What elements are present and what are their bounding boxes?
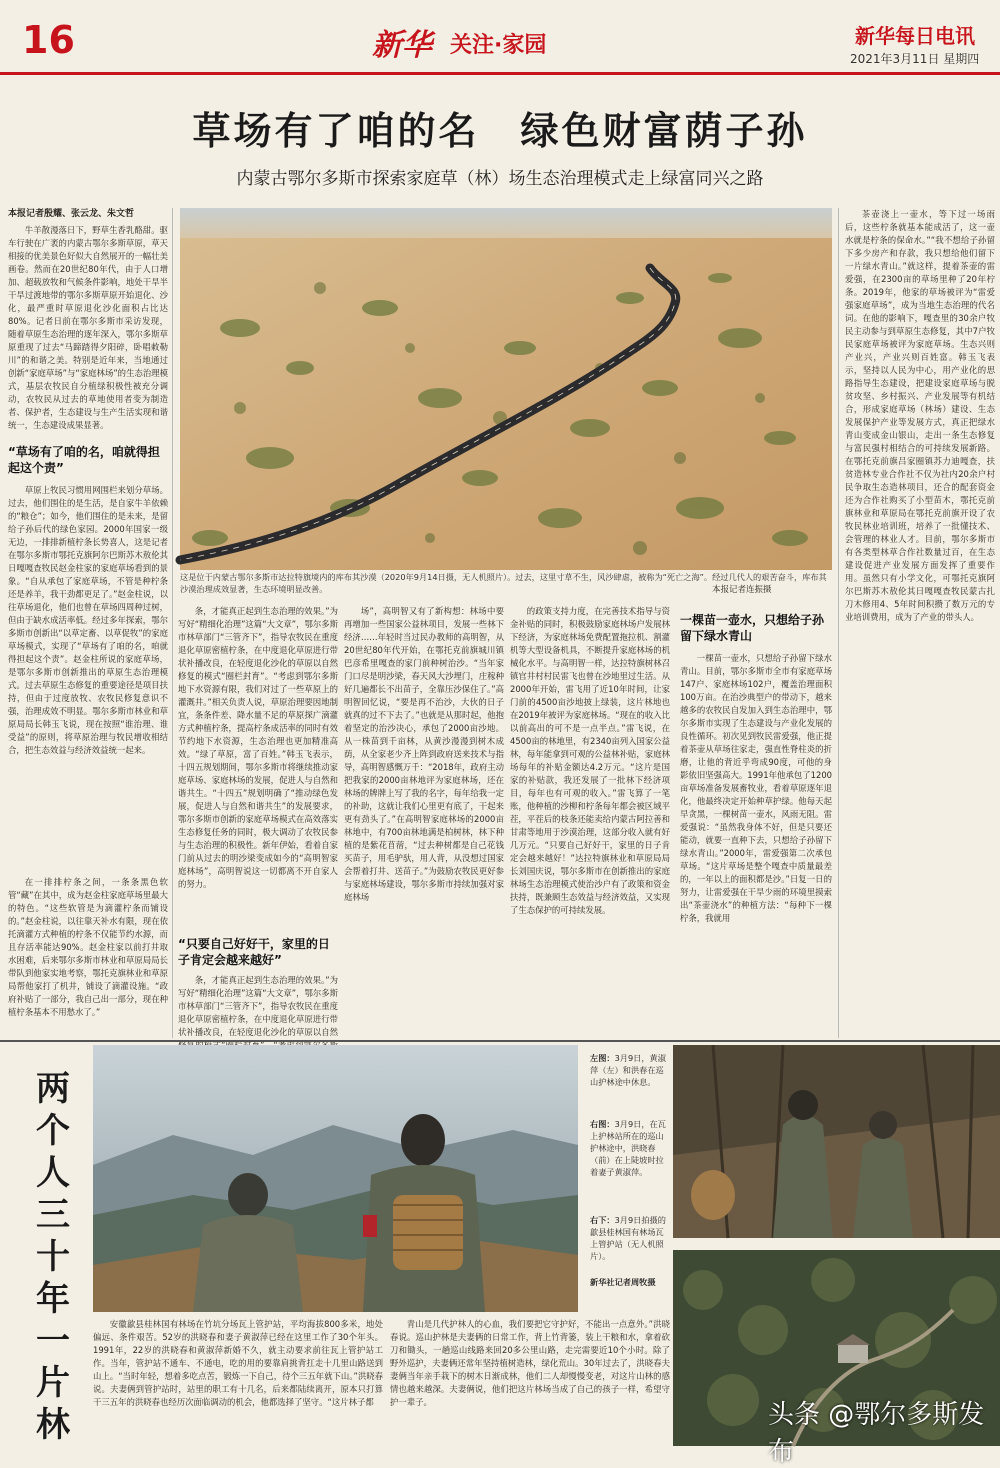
feature-title: 两个人 三十年 一片林 xyxy=(36,1069,70,1445)
caption-right-label: 右图： xyxy=(590,1119,615,1129)
forest-rangers-photo xyxy=(93,1045,578,1312)
watermark: 头条 @鄂尔多斯发布 xyxy=(768,1400,985,1467)
main-photo-caption: 这是位于内蒙古鄂尔多斯市达拉特旗境内的库布其沙漠（2020年9月14日摄，无人机照片）。过去，这里寸草不生，风沙肆虐，被称为“死亡之海”。经过几代人的艰苦奋斗，库布其沙漠治理成效显著，生态环境明显改善。 xyxy=(180,572,827,594)
masthead xyxy=(0,0,1000,82)
forest-rangers-image xyxy=(93,1045,578,1312)
desert-road-image xyxy=(180,208,832,570)
armband xyxy=(363,1215,377,1237)
article-col-1c xyxy=(8,876,168,1036)
page-number: 16 xyxy=(22,18,75,62)
paragraph: 茶壶浇上一壶水，等下过一场雨后，这些柠条就基本能成活了，这一壶水就是柠条的保命水。”“我不想给子孙留下多少房产和存款，我只想给他们留下一片绿水青山。”就这样，提着茶壶的雷爱强，在2300亩的草场里种了20年柠条。2019年，他家的草场被评为“雷爱强家庭草场”，成为当地生态治理的代名词。在他的影响下，嘎查里的30余户牧民主动参与到草原生态修复，其中7户牧民家庭草场被评为家庭草场。生态兴则产业兴，产业兴则百姓富。韩玉飞表示，坚持以人民为中心，用产业化的思路指导生态建设，把建设家庭草场与脱贫攻坚、乡村振兴、产业发展等有机结合，形成家庭草场（林场）建设、生态发展保护产业等发展方式，真正把绿水青山变成金山银山，走出一条生态修复与富民强村相结合的可持续发展新路。在鄂托克前旗吕家圈镇苏力迪嘎查，扶贫造林专业合作社不仅为社内20余户村民争取生态造林项目，还合的配套资金还为合作社购买了小型苗木，鄂托克前旗林业和草原局在鄂托克前旗开设了农牧民林业培训班，培养了一批懂技术、会管理的林业人才。目前，鄂尔多斯市有各类型林草合作社数量过百，在生态建设促进产业发展方面发挥了重要作用。虽然只有小学文化，可鄂托克旗阿尔巴斯苏木敖伦其日嘎嘎查牧民蒙古扎刀木修用4、5年时间积攒了数万元的专业培训费用，成为了产业的带头人。 xyxy=(845,209,995,622)
subheadline: 内蒙古鄂尔多斯市探索家庭草（林）场生态治理模式走上绿富同兴之路 xyxy=(236,169,764,189)
article-col-1b xyxy=(8,484,168,874)
paragraph: 条，才能真正起到生态治理的效果。”为写好“精细化治理”这篇“大文章”，鄂尔多斯市林草部门“三管齐下”，指导农牧民在重度退化草原密植柠条，在中度退化草原进行带状补播改良，在轻度退化沙化的草原以自然修复的模式“圈栏封育”。“考虑到鄂尔多斯地下水资源有限，我们对过了一些草原上的灌溉井。”相关负责人说，草原治理要因地制宜，条条件差、降水量不足的草原探广滴灌方式种植柠条，提高柠条成活率的同时有效节约地下水资源，生态治理也更加精准高效。“绿了草原，富了百姓。”韩玉飞表示，十四五规划期间，鄂尔多斯市将继续推动家庭草场、家庭林场的发展，促进人与自然和谐共生。“十四五”规划明确了“推动绿色发展，促进人与自然和谐共生”的发展要求，鄂尔多斯市创新的家庭草场模式在高效落实生态修复任务的同时，极大调动了农牧民参与生态治理的积极性。新年伊始，看着自家门前从过去的明沙梁变成如今的“高明智家庭林场”，高明智说这一切都离不开自家人的努力。 xyxy=(178,606,338,889)
station-building xyxy=(838,1345,868,1363)
article-col-2b xyxy=(178,974,338,1038)
article-col-2a xyxy=(178,605,338,935)
bamboo-basket xyxy=(393,1195,463,1270)
caption-bottom-text: 3月9日拍摄的歙县桂林国有林场瓦上管护站（无人机照片）。 xyxy=(590,1215,666,1261)
caption-left xyxy=(590,1052,670,1088)
main-photo-credit: 本报记者连振摄 xyxy=(712,585,772,595)
section-subtitle-2: “只要自己好好干，家里的日子肯定会越来越好” xyxy=(178,937,330,967)
paper-name: 新华每日电讯 xyxy=(855,24,975,48)
section-title: 关注·家园 xyxy=(450,33,547,58)
caption-left-label: 左图： xyxy=(590,1053,615,1063)
paragraph: 草原上牧民习惯用网围栏来划分草场。过去，他们围住的是生活，是自家牛羊依赖的“粮仓”；如今，他们围住的是未来，是留给子孙后代的绿色家园。2000年国家一级无边，一排排新植柠条长势喜人，这是记者在鄂尔多斯市鄂托克旗阿尔巴斯苏木敖伦其日嘎嘎查牧民赵金柱家的家庭草场看到的景象。“自从承包了家庭草场，不管是种柠条还是养羊，我干劲都更足了。”赵金柱说，以往草场退化，他们也曾在草场四周种过树，但由于缺水成活率低。经过多年探索，鄂尔多斯市创新出“以草定畜、以草促牧”的家庭草场模式，实现了“草场有了咱的名，咱就得担起这个责”。赵金柱所说的家庭草场，是鄂尔多斯市创新推出的草原生态治理模式。过去草原生态修复的重要途径是项目扶持，但由于过度放牧、农牧民修复意识不强，治理成效不明显。鄂尔多斯市林业和草原局局长韩玉飞说，现在按照“谁治理、谁受益”的原则，将草原治理与牧民增收相结合，把生态效益与经济效益统一起来。 xyxy=(8,485,168,755)
paragraph: 的政策支持力度，在完善技术指导与资金补贴的同时，积极鼓励家庭林场户发展林下经济，为家庭林场免费配置拖拉机、割灌机等大型设备机具，不断提升家庭林场的机械化水平。与高明智一样，达拉特旗树林召镇官井村村民雷飞也曾在沙地里过生活。从2000年开始，雷飞用了近10年时间，让家门前的4500亩沙地披上绿装，这片林地也在2019年被评为家庭林场。“现在的收入比以前高出的可不是一点半点。”雷飞说，在4500亩的林地里，有2340亩列入国家公益林，每年能拿到可观的公益林补贴，家庭林场每年的补贴金额达4.2万元。“这片是国家的补贴款，我还发展了一批林下经济项目，每年也有可观的收入。”雷飞算了一笔账，他种植的沙柳和柠条每年都会被区域平茬，平茬后的枝条还能卖给内蒙古阿拉善和甘肃等地用于沙漠治理，这部分收入就有好几万元。“只要自己好好干，家里的日子肯定会越来越好！”达拉特旗林业和草原局局长刘国庆说，鄂尔多斯市在创新推出的家庭林场生态治理模式使治沙户有了政策和资金扶持，既兼顾生态效益与经济效益，又实现了生态保护的可持续发展。 xyxy=(510,606,670,915)
column-rule xyxy=(838,208,839,1038)
feature-body-1 xyxy=(93,1318,383,1446)
paragraph: 青山是几代护林人的心血，我们要把它守护好，不能出一点意外。”洪晓春说。巡山护林是夫妻俩的日常工作，背上竹背篓，装上干粮和水，拿着砍刀和锄头，一趟巡山线路来回20多公里山路，走完需要近10个小时。除了野外巡护，夫妻俩还常年坚持植树造林，绿化荒山。30年过去了，洪晓春夫妻俩当年亲手栽下的树木日渐成林，他们二人却慢慢变老，对这片山林的感情也越来越深。夫妻俩说，他们把这片林场当成了自己的孩子一样，希望守护一辈子。 xyxy=(390,1319,670,1407)
section-subtitle-1: “草场有了咱的名，咱就得担起这个责” xyxy=(8,445,160,475)
byline: 本报记者殷耀、张云龙、朱文哲 xyxy=(8,209,135,219)
paragraph: 场”，高明智又有了新构想：林场中要再增加一些国家公益林项目，发展一些林下经济……年轻时当过民办教师的高明智，从20世纪80年代开始，在鄂托克前旗城川镇巴彦希里嘎查的家门前种树治沙。“当年家门口尽是明沙梁，春天风大沙埋门，庄稼种好几遍都长不出苗子，全靠压沙保住了。”高明智回忆说，“要是再不治沙，大伙的日子就真的过不下去了。”也就是从那时起，他抱着坚定的治沙决心，承包了2000亩沙地。从一株苗到千亩林，从黄沙漫漫到树木成荫，从全家老少齐上阵到政府送来技术与指导，高明智感慨万千：“2018年，政府主动把我家的2000亩林地评为家庭林场，还在林场的牌牌上写了我的名字，每年给我一定的补助，这就让我们心里更有底了，干起来更有劲头了。”在高明智家庭林场的2000亩林地中，有700亩林地满是柏树林，林下种植的是紫花苜蓿，“过去种树都是自己花钱买苗子，用毛驴驮，用人背，从没想过国家会帮着打井、送苗子。”为鼓励农牧民更好参与家庭林场建设，鄂尔多斯市持续加强对家庭林场 xyxy=(344,606,504,902)
column-rule xyxy=(172,208,173,1038)
paragraph: 在一排排柠条之间，一条条黑色软管“藏”在其中，成为赵金柱家庭草场里最大的特色。“这些软管是为滴灌柠条而铺设的。”赵金柱说，以往靠天补水有限，现在依托滴灌方式种植的柠条不仅能节约水源，而且存活率能达90%。赵金柱家以前打井取水困难，后来鄂尔多斯市林业和草原局局长带队到他家实地考察，鄂托克旗林业和草原局帮他家打了机井，铺设了滴灌设施。“政府补贴了一部分，我自己出一部分，现在种植柠条基本不用愁水了。” xyxy=(8,877,168,1017)
issue-date: 2021年3月11日 星期四 xyxy=(850,52,980,66)
masthead-rule xyxy=(0,72,1000,75)
section-subtitle-3: 一棵苗一壶水，只想给子孙留下绿水青山 xyxy=(680,613,825,643)
feature-rule xyxy=(0,1040,1000,1042)
article-col-1a xyxy=(8,224,168,442)
article-col-5 xyxy=(680,652,832,1038)
article-col-4 xyxy=(510,605,670,1038)
caption-bottom-label: 右下： xyxy=(590,1215,615,1225)
caption-bottom xyxy=(590,1214,670,1262)
brand-logo: 新华 xyxy=(372,28,432,63)
paragraph: 一棵苗一壶水，只想给子孙留下绿水青山。目前，鄂尔多斯市全市有家庭草场147户、家庭林场102户，覆盖治理面积100万亩。在治沙典型户的带动下，越来越多的农牧民自发加入到生态治理中，鄂尔多斯市实现了生态建设与产业化发展的良性循环。初次见到牧民雷爱强，他正提着茶壶从草场往家走，强直性脊柱炎的折磨，让他的背近乎弯成90度，可他的身影依旧坚强高大。1991年他承包了1200亩草场准备发展畜牧业，看着草原逐年退化，他最终决定开始种草护绿。他每天起早贪黑，一棵树苗一壶水，风雨无阻。雷爱强说：“虽然我身体不好，但是只要还能动，就要一直种下去，只想给子孙留下绿水青山。”2000年，雷爱强第二次承包草场。“这片草场是整个嘎查中质量最差的，一年以上的面积都是沙。”日复一日的努力，让雷爱强在干旱少雨的环境里摸索出“茶壶浇水”的种植方法：“每种下一棵柠条，我就用 xyxy=(680,653,832,923)
paragraph: 条，才能真正起到生态治理的效果。”为写好“精细化治理”这篇“大文章”，鄂尔多斯市林草部门“三管齐下”，指导农牧民在重度退化草原密植柠条，在中度退化草原进行带状补播改良，在轻度退化沙化的草原以自然 xyxy=(178,975,338,1037)
paragraph: 牛羊散漫落日下，野草生香乳酪甜。驱车行驶在广袤的内蒙古鄂尔多斯草原，草天相接的优美景色好似大自然展开的一幅壮美画卷。然而在20世纪80年代，由于人口增加、超载放牧和气候条件影响，地处干旱半干旱过渡地带的鄂尔多斯草原开始退化、沙化，最严重时草原退化沙化面积占比达80%。记者日前在鄂尔多斯市采访发现，随着草原生态治理的逐年深入，鄂尔多斯草原重现了过去“马蹄踏得夕阳碎，卧唱敕勒川”的和谐之美。特别是近年来，当地通过创新“家庭草场”与“家庭林场”的生态治理模式，基层农牧民自分植绿积极性被充分调动，农牧民从过去的草地使用者变为制造者、保护者，生态建设与生产生活实现和谐统一，生态建设成果显著。 xyxy=(8,225,168,430)
caption-left-text: 3月9日，黄淑萍（左）和洪春在巡山护林途中休息。 xyxy=(590,1053,666,1087)
caption-right-text: 3月9日，在瓦上护林站所在的巡山护林途中，洪晓春（前）在上陡坡时拉着妻子黄淑萍。 xyxy=(590,1119,666,1177)
desert-road-photo xyxy=(180,208,832,570)
caption-right xyxy=(590,1118,670,1178)
ranger-slope-photo xyxy=(673,1045,1000,1238)
headline: 草场有了咱的名 绿色财富荫子孙 xyxy=(192,108,808,153)
feature-body-2 xyxy=(390,1318,670,1446)
article-col-6 xyxy=(845,208,995,1038)
feature-credit: 新华社记者周牧摄 xyxy=(590,1277,656,1287)
article-col-3 xyxy=(344,605,504,1038)
basket xyxy=(691,1170,735,1220)
paragraph: 安徽歙县桂林国有林场在竹坑分场瓦上管护站，平均海拔800多米，地处偏远、条件艰苦。52岁的洪晓春和妻子黄淑萍已经在这里工作了30个年头。1991年，22岁的洪晓春和黄淑萍新婚不久，就主动要求前往瓦上管护站工作。当年，管护站不通车、不通电，吃的用的要靠肩挑背扛走十几里山路送到山上。“当时年轻，想着多吃点苦，锻炼一下自己，待个三五年就下山。”洪晓春说。夫妻俩到管护站时，站里的职工有十几名，后来都陆续离开，原本只打算干三五年的洪晓春也经历次面临调动的机会，他都选择了坚守。“这片林子都 xyxy=(93,1319,383,1407)
ranger-slope-image xyxy=(673,1045,1000,1238)
